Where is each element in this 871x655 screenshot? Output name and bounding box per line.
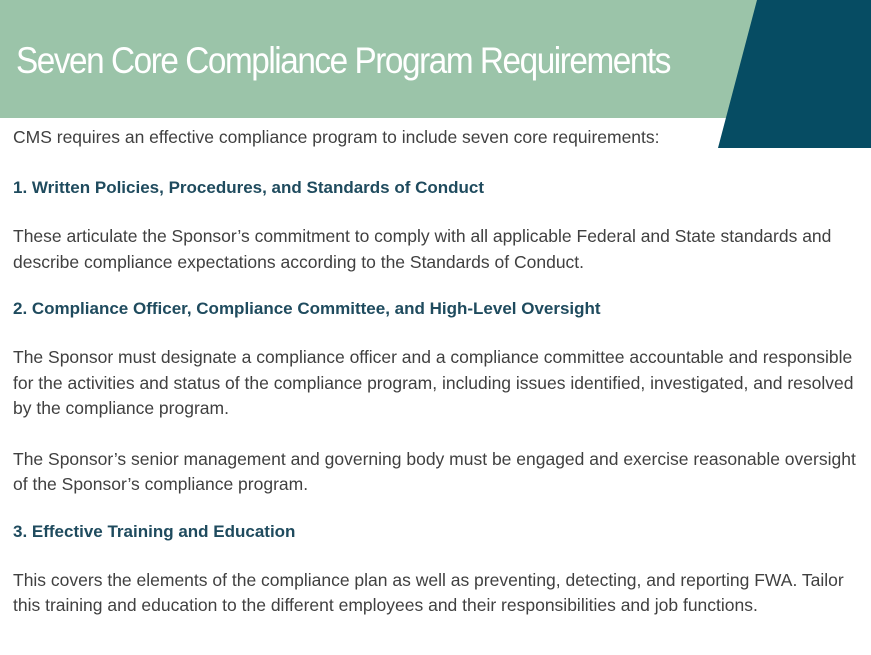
section-paragraph: This covers the elements of the compliance plan as well as preventing, detecting, and reporting FWA. Tailor this training and education to the different employees and their responsibilities and job functions. <box>13 569 844 615</box>
section-heading: 1. Written Policies, Procedures, and Standards of Conduct <box>13 178 485 197</box>
requirements-list <box>13 176 858 619</box>
requirement-section <box>13 520 858 619</box>
page-title: Seven Core Compliance Program Requirements <box>16 40 670 81</box>
teal-parallelogram <box>718 0 871 148</box>
section-heading: 2. Compliance Officer, Compliance Committee, and High-Level Oversight <box>13 299 601 318</box>
section-heading: 3. Effective Training and Education <box>13 521 296 541</box>
section-paragraph: These articulate the Sponsor’s commitment to comply with all applicable Federal and State standards and describe compliance expectations according to the Standards of Conduct. <box>13 226 832 272</box>
intro-text: CMS requires an effective compliance program to include seven core requirements: <box>13 127 660 147</box>
section-paragraph: The Sponsor must designate a compliance officer and a compliance committee accountable and responsible for the activities and status of the compliance program, including issues identified, investigated, and resolved by the compliance program. <box>13 347 854 418</box>
section-paragraph: The Sponsor’s senior management and governing body must be engaged and exercise reasonable oversight of the Sponsor’s compliance program. <box>13 448 856 494</box>
requirement-section <box>13 176 858 275</box>
requirement-section <box>13 297 858 498</box>
